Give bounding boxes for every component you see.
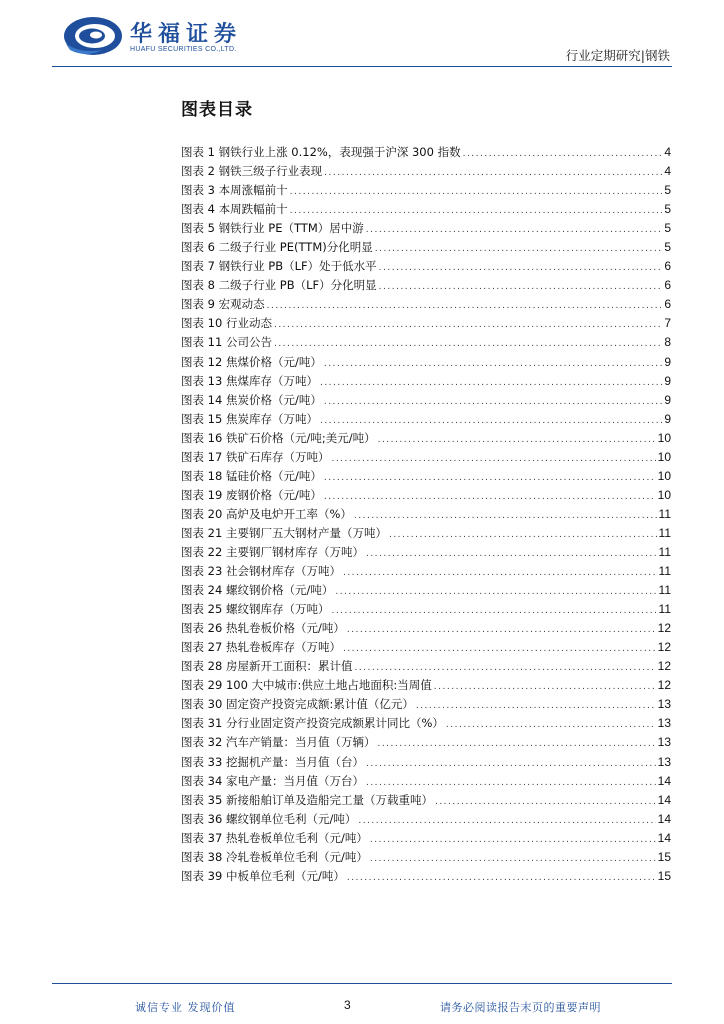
toc-entry-label: 图表 16 铁矿石价格（元/吨;美元/吨）	[181, 430, 376, 445]
toc-dot-leader	[331, 450, 655, 467]
toc-dot-leader	[324, 488, 656, 505]
toc-entry-label: 图表 20 高炉及电炉开工率（%）	[181, 506, 352, 521]
toc-entry-page: 6	[664, 259, 671, 274]
toc-entry[interactable]	[181, 257, 671, 276]
toc-entry[interactable]	[181, 353, 671, 372]
toc-entry-label: 图表 9 宏观动态	[181, 297, 265, 312]
toc-dot-leader	[324, 355, 662, 372]
toc-dot-leader	[343, 640, 656, 657]
toc-entry-page: 6	[664, 297, 671, 312]
toc-list	[181, 143, 671, 886]
toc-dot-leader	[324, 393, 662, 410]
toc-dot-leader	[320, 374, 662, 391]
toc-entry-page: 7	[664, 316, 671, 331]
report-type-label: 行业定期研究|钢铁	[565, 48, 670, 63]
logo-chinese-name: 华福证券	[130, 22, 243, 47]
toc-dot-leader	[354, 659, 655, 676]
toc-dot-leader	[331, 602, 656, 619]
toc-entry[interactable]	[181, 695, 671, 714]
toc-entry[interactable]	[181, 181, 671, 200]
toc-entry-page: 11	[658, 564, 671, 579]
toc-entry-label: 图表 39 中板单位毛利（元/吨）	[181, 868, 345, 883]
toc-entry-label: 图表 35 新接船舶订单及造船完工量（万载重吨）	[181, 792, 433, 807]
toc-entry-page: 12	[657, 640, 671, 655]
toc-entry-page: 15	[657, 868, 671, 883]
toc-entry[interactable]	[181, 162, 671, 181]
toc-entry-page: 5	[664, 183, 671, 198]
toc-dot-leader	[343, 564, 657, 581]
toc-entry-label: 图表 15 焦炭库存（万吨）	[181, 411, 318, 426]
toc-dot-leader	[416, 697, 656, 714]
toc-dot-leader	[290, 183, 663, 200]
toc-entry[interactable]	[181, 581, 671, 600]
toc-entry[interactable]	[181, 505, 671, 524]
toc-dot-leader	[375, 240, 663, 257]
toc-entry-label: 图表 13 焦煤库存（万吨）	[181, 373, 318, 388]
footer-disclaimer: 请务必阅读报告末页的重要声明	[440, 1001, 601, 1014]
toc-dot-leader	[335, 583, 656, 600]
toc-entry-page: 10	[657, 449, 671, 464]
toc-entry-label: 图表 12 焦煤价格（元/吨）	[181, 354, 322, 369]
toc-entry[interactable]	[181, 810, 671, 829]
toc-dot-leader	[389, 526, 657, 543]
toc-dot-leader	[379, 259, 663, 276]
toc-entry-label: 图表 32 汽车产销量：当月值（万辆）	[181, 735, 376, 750]
toc-dot-leader	[434, 678, 656, 695]
toc-entry[interactable]	[181, 448, 671, 467]
toc-dot-leader	[267, 297, 663, 314]
toc-entry-page: 9	[664, 392, 671, 407]
toc-entry-label: 图表 38 冷轧卷板单位毛利（元/吨）	[181, 849, 368, 864]
toc-entry-page: 10	[657, 487, 671, 502]
toc-entry[interactable]	[181, 676, 671, 695]
toc-entry-page: 13	[657, 716, 671, 731]
toc-entry-page: 10	[657, 430, 671, 445]
toc-entry[interactable]	[181, 391, 671, 410]
toc-entry-label: 图表 23 社会钢材库存（万吨）	[181, 564, 341, 579]
toc-entry-page: 9	[664, 373, 671, 388]
toc-entry-label: 图表 3 本周涨幅前十	[181, 183, 288, 198]
toc-entry[interactable]	[181, 314, 671, 333]
toc-entry-page: 5	[664, 221, 671, 236]
toc-entry-page: 14	[657, 811, 671, 826]
toc-title: 图表目录	[181, 100, 253, 120]
toc-dot-leader	[366, 545, 657, 562]
toc-entry-label: 图表 26 热轧卷板价格（元/吨）	[181, 621, 345, 636]
toc-entry[interactable]	[181, 657, 671, 676]
footer-divider	[52, 983, 672, 984]
toc-dot-leader	[347, 869, 656, 886]
toc-entry-page: 5	[664, 240, 671, 255]
toc-entry[interactable]	[181, 753, 671, 772]
page-header	[0, 0, 724, 70]
toc-entry[interactable]	[181, 543, 671, 562]
toc-entry[interactable]	[181, 276, 671, 295]
toc-entry-page: 10	[657, 468, 671, 483]
toc-entry-page: 9	[664, 354, 671, 369]
toc-entry-label: 图表 25 螺纹钢库存（万吨）	[181, 602, 330, 617]
toc-entry[interactable]	[181, 200, 671, 219]
toc-dot-leader	[370, 850, 656, 867]
toc-entry-page: 14	[657, 773, 671, 788]
toc-dot-leader	[366, 755, 656, 772]
toc-dot-leader	[274, 335, 662, 352]
toc-entry[interactable]	[181, 238, 671, 257]
toc-entry-label: 图表 5 钢铁行业 PE（TTM）居中游	[181, 221, 364, 236]
toc-entry-label: 图表 19 废钢价格（元/吨）	[181, 487, 322, 502]
toc-dot-leader	[290, 202, 663, 219]
toc-entry-label: 图表 30 固定资产投资完成额:累计值（亿元）	[181, 697, 414, 712]
toc-entry-page: 15	[657, 849, 671, 864]
toc-dot-leader	[324, 469, 656, 486]
toc-dot-leader	[324, 164, 662, 181]
toc-entry-page: 11	[658, 602, 671, 617]
toc-dot-leader	[320, 412, 662, 429]
toc-dot-leader	[370, 831, 656, 848]
toc-entry-page: 12	[657, 621, 671, 636]
toc-dot-leader	[379, 278, 663, 295]
toc-entry-label: 图表 7 钢铁行业 PB（LF）处于低水平	[181, 259, 377, 274]
toc-entry-label: 图表 34 家电产量：当月值（万台）	[181, 773, 364, 788]
toc-entry-label: 图表 14 焦炭价格（元/吨）	[181, 392, 322, 407]
toc-entry[interactable]	[181, 333, 671, 352]
toc-entry-page: 9	[664, 411, 671, 426]
toc-entry-label: 图表 18 锰硅价格（元/吨）	[181, 468, 322, 483]
toc-dot-leader	[366, 774, 656, 791]
toc-entry-label: 图表 33 挖掘机产量：当月值（台）	[181, 754, 364, 769]
toc-entry[interactable]	[181, 829, 671, 848]
toc-entry-page: 11	[658, 525, 671, 540]
toc-entry-page: 12	[657, 678, 671, 693]
toc-entry-label: 图表 17 铁矿石库存（万吨）	[181, 449, 330, 464]
toc-entry-label: 图表 21 主要钢厂五大钢材产量（万吨）	[181, 525, 387, 540]
toc-entry-page: 8	[664, 335, 671, 350]
toc-entry[interactable]	[181, 867, 671, 886]
header-divider	[52, 66, 672, 67]
toc-entry[interactable]	[181, 410, 671, 429]
toc-entry-page: 6	[664, 278, 671, 293]
toc-entry-page: 13	[657, 735, 671, 750]
toc-entry-label: 图表 24 螺纹钢价格（元/吨）	[181, 583, 334, 598]
toc-entry-label: 图表 37 热轧卷板单位毛利（元/吨）	[181, 830, 368, 845]
toc-dot-leader	[274, 316, 662, 333]
toc-entry[interactable]	[181, 295, 671, 314]
toc-entry[interactable]	[181, 772, 671, 791]
logo-english-name: HUAFU SECURITIES CO.,LTD.	[130, 46, 237, 53]
toc-dot-leader	[435, 793, 656, 810]
toc-entry[interactable]	[181, 143, 671, 162]
toc-entry[interactable]	[181, 429, 671, 448]
toc-entry[interactable]	[181, 791, 671, 810]
toc-entry-page: 13	[657, 697, 671, 712]
toc-entry[interactable]	[181, 600, 671, 619]
toc-entry-page: 4	[664, 145, 671, 159]
toc-entry[interactable]	[181, 562, 671, 581]
toc-dot-leader	[358, 812, 655, 829]
toc-entry[interactable]	[181, 714, 671, 733]
toc-entry[interactable]	[181, 219, 671, 238]
toc-dot-leader	[366, 221, 663, 238]
toc-entry[interactable]	[181, 486, 671, 505]
toc-dot-leader	[377, 735, 655, 752]
toc-entry-page: 11	[658, 506, 671, 521]
toc-dot-leader	[354, 507, 657, 524]
toc-entry[interactable]	[181, 733, 671, 752]
toc-entry[interactable]	[181, 619, 671, 638]
toc-entry-label: 图表 36 螺纹钢单位毛利（元/吨）	[181, 811, 357, 826]
toc-dot-leader	[347, 621, 656, 638]
toc-entry-label: 图表 27 热轧卷板库存（万吨）	[181, 640, 341, 655]
toc-dot-leader	[446, 716, 656, 733]
toc-entry[interactable]	[181, 467, 671, 486]
logo-swirl-icon	[62, 14, 124, 58]
toc-entry[interactable]	[181, 848, 671, 867]
company-logo	[62, 14, 252, 60]
toc-entry-page: 11	[658, 544, 671, 559]
toc-entry-label: 图表 2 钢铁三级子行业表现	[181, 164, 323, 179]
toc-entry-label: 图表 31 分行业固定资产投资完成额累计同比（%）	[181, 716, 444, 731]
toc-entry[interactable]	[181, 638, 671, 657]
toc-entry-label: 图表 11 公司公告	[181, 335, 272, 350]
page-number: 3	[344, 998, 351, 1012]
toc-entry-label: 图表 22 主要钢厂钢材库存（万吨）	[181, 544, 364, 559]
toc-entry-label: 图表 10 行业动态	[181, 316, 272, 331]
toc-entry-page: 14	[657, 830, 671, 845]
toc-entry-label: 图表 29 100 大中城市:供应土地占地面积:当周值	[181, 678, 432, 693]
toc-entry[interactable]	[181, 524, 671, 543]
toc-entry-label: 图表 4 本周跌幅前十	[181, 202, 288, 217]
toc-entry-label: 图表 28 房屋新开工面积：累计值	[181, 659, 353, 674]
toc-entry-page: 4	[664, 164, 671, 179]
toc-entry-label: 图表 1 钢铁行业上涨 0.12%，表现强于沪深 300 指数	[181, 145, 461, 159]
toc-entry-page: 12	[657, 659, 671, 674]
toc-entry-page: 5	[664, 202, 671, 217]
toc-entry-page: 11	[658, 583, 671, 598]
toc-entry[interactable]	[181, 372, 671, 391]
toc-entry-label: 图表 8 二级子行业 PB（LF）分化明显	[181, 278, 377, 293]
footer-slogan: 诚信专业 发现价值	[135, 1001, 236, 1014]
toc-dot-leader	[463, 145, 663, 162]
toc-entry-page: 13	[657, 754, 671, 769]
toc-entry-label: 图表 6 二级子行业 PE(TTM)分化明显	[181, 240, 373, 255]
toc-dot-leader	[378, 431, 656, 448]
toc-entry-page: 14	[657, 792, 671, 807]
